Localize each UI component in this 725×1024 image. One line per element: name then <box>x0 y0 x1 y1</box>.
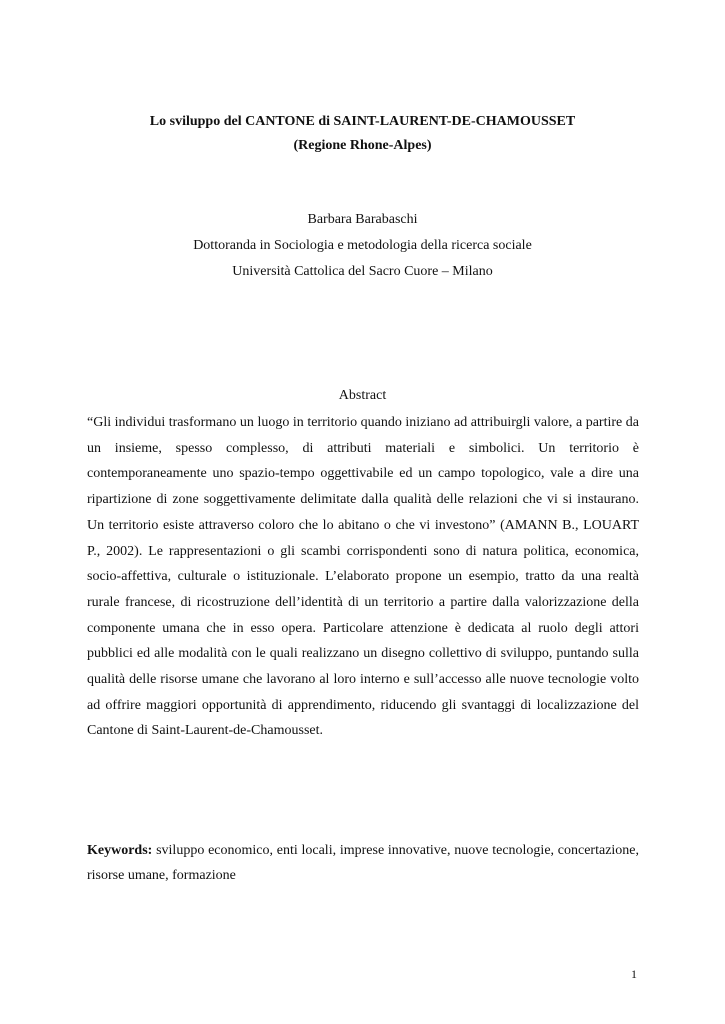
author-role: Dottoranda in Sociologia e metodologia della ricerca sociale <box>193 238 532 253</box>
paper-subtitle: (Regione Rhone-Alpes) <box>293 138 432 153</box>
author-name: Barbara Barabaschi <box>307 212 418 227</box>
paper-title: Lo sviluppo del CANTONE di SAINT-LAURENT-DE-CHAMOUSSET <box>149 114 576 129</box>
keywords-list: sviluppo economico, enti locali, imprese innovative, nuove tecnologie, concertazione, risorse umane, formazione <box>87 843 640 883</box>
keywords-label: Keywords: <box>87 843 153 858</box>
keywords <box>87 838 639 888</box>
abstract-heading: Abstract <box>338 388 387 403</box>
author-block <box>0 207 725 285</box>
page-number: 1 <box>631 967 637 981</box>
title-block <box>0 110 725 158</box>
author-affiliation: Università Cattolica del Sacro Cuore – Milano <box>232 264 493 279</box>
abstract-body: “Gli individui trasformano un luogo in territorio quando iniziano ad attribuirgli valore, a partire da un insieme, spesso complesso, di attributi materiali e simbolici. Un territorio è contemporaneamente uno spazio-tempo oggettivabile ed un campo topologico, vale a dire una ripartizione di zone soggettivamente delimitate dalla qualità delle relazioni che vi si instaurano. Un territorio esiste attraverso coloro che lo abitano o che vi investono” (AMANN B., LOUART P., 2002). Le rappresentazioni o gli scambi corrispondenti sono di natura politica, economica, socio-affettiva, culturale o istituzionale. L’elaborato propone un esempio, tratto da una realtà rurale francese, di ricostruzione dell’identità di un territorio a partire dalla valorizzazione della componente umana che in esso opera. Particolare attenzione è dedicata al ruolo degli attori pubblici ed alle modalità con le quali realizzano un disegno collettivo di sviluppo, puntando sulla qualità delle risorse umane che lavorano al loro interno e sull’accesso alle nuove tecnologie volto ad offrire maggiori opportunità di apprendimento, riducendo gli svantaggi di localizzazione del Cantone di Saint-Laurent-de-Chamousset. <box>87 415 639 739</box>
